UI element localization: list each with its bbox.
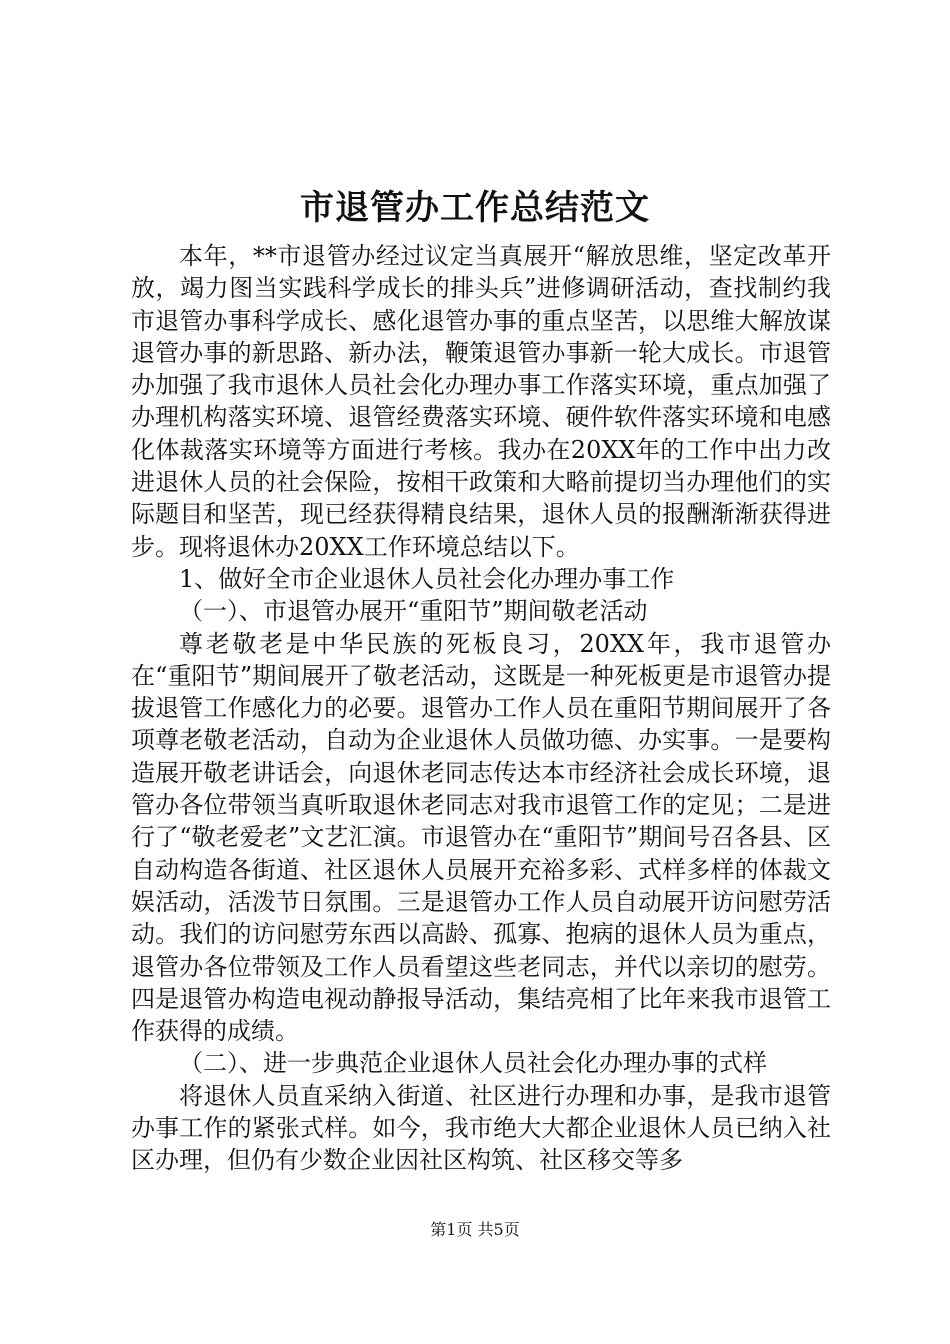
paragraph-intro: 本年，**市退管办经过议定当真展开“解放思维，坚定改革开放，竭力图当实践科学成长的排头兵”进修调研活动，查找制约我市退管办事科学成长、感化退管办事的重点坚苦，以思维大解放谋退管办事的新思路、新办法，鞭策退管办事新一轮大成长。市退管办加强了我市退休人员社会化办理办事工作落实环境，重点加强了办理机构落实环境、退管经费落实环境、硬件软件落实环境和电感化体裁落实环境等方面进行考核。我办在20XX年的工作中出力改进退休人员的社会保险，按相干政策和大略前提切当办理他们的实际题目和坚苦，现已经获得精良结果，退休人员的报酬渐渐获得进步。现将退休办20XX工作环境总结以下。	[131, 242, 831, 561]
paragraph-double-ninth: 尊老敬老是中华民族的死板良习，20XX年，我市退管办在“重阳节”期间展开了敬老活动，这既是一种死板更是市退管办提拔退管工作感化力的必要。退管办工作人员在重阳节期间展开了各项尊老敬老活动，自动为企业退休人员做功德、办实事。一是要构造展开敬老讲话会，向退休老同志传达本市经济社会成长环境，退管办各位带领当真听取退休老同志对我市退管工作的定见；二是进行了“敬老爱老”文艺汇演。市退管办在“重阳节”期间号召各县、区自动构造各街道、社区退休人员展开充裕多彩、式样多样的体裁文娱活动，活泼节日氛围。三是退管办工作人员自动展开访问慰劳活动。我们的访问慰劳东西以高龄、孤寡、抱病的退休人员为重点，退管办各位带领及工作人员看望这些老同志，并代以亲切的慰劳。四是退管办构造电视动静报导活动，集结亮相了比年来我市退管工作获得的成绩。	[131, 629, 831, 1046]
subsection-heading-1: （一）、市退管办展开“重阳节”期间敬老活动	[179, 597, 648, 626]
page-footer: 第1页 共5页	[430, 1220, 520, 1239]
document-title: 市退管办工作总结范文	[300, 188, 650, 228]
document-body	[131, 240, 831, 1177]
subsection-heading-2: （二）、进一步典范企业退休人员社会化办理办事的式样	[179, 1049, 767, 1078]
paragraph-community-management: 将退休人员直采纳入街道、社区进行办理和办事，是我市退管办事工作的紧张式样。如今，我市绝大大都企业退休人员已纳入社区办理，但仍有少数企业因社区构筑、社区移交等多	[131, 1081, 831, 1175]
section-heading-1: 1、做好全市企业退休人员社会化办理办事工作	[179, 564, 675, 593]
